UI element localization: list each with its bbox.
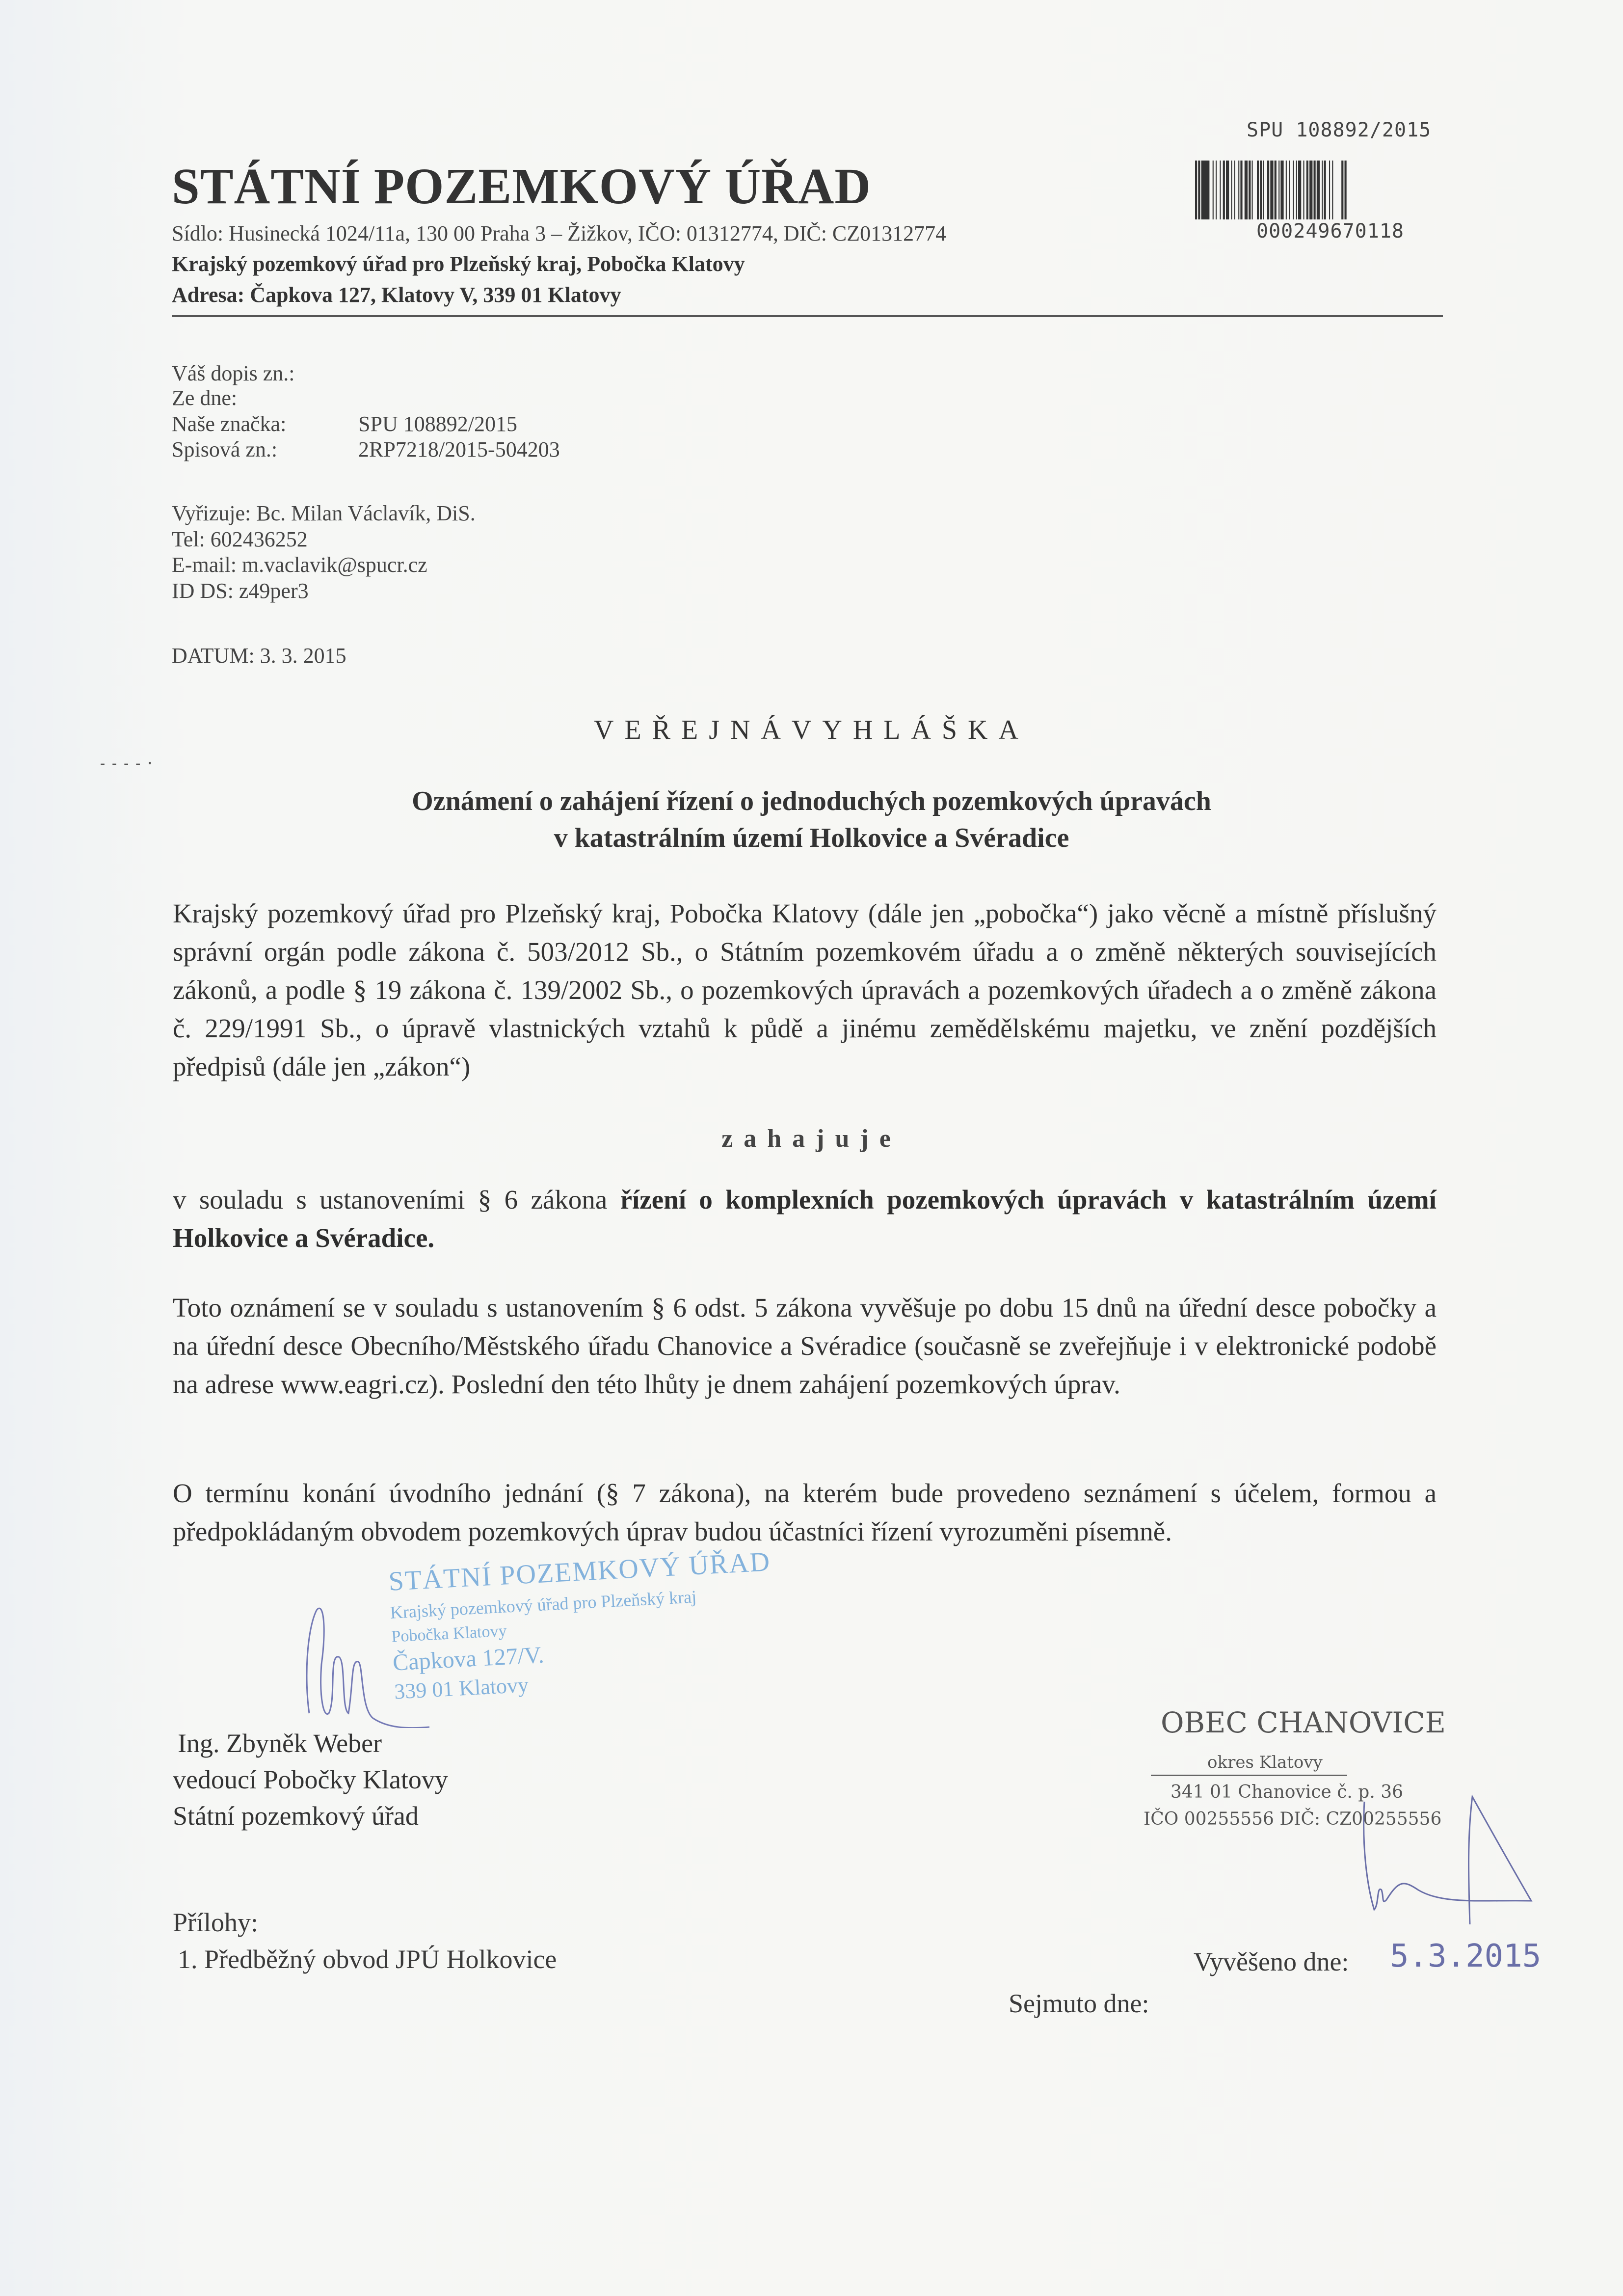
- our-ref-label: Naše značka:: [172, 412, 287, 436]
- paragraph-meeting: O termínu konání úvodního jednání (§ 7 zákona), na kterém bude provedeno seznámení s účelem, formou a předpokládaným obvodem pozemkových úprav budou účastníci řízení vyrozuměni písemně.: [173, 1478, 1437, 1546]
- data-box-id: ID DS: z49per3: [172, 579, 309, 603]
- municipal-stamp-name: OBEC CHANOVICE: [1161, 1706, 1446, 1739]
- stamp-line-5: 339 01 Klatovy: [394, 1673, 530, 1704]
- paragraph-proceeding-bold: řízení o komplexních pozemkových úpravách v katastrálním území Holkovice a Svéradice.: [173, 1185, 1437, 1253]
- contact-phone: Tel: 602436252: [172, 527, 308, 551]
- barcode-bar: [1345, 161, 1347, 219]
- subject-line-2: v katastrálním území Holkovice a Svéradice: [554, 823, 1069, 853]
- barcode-bar: [1213, 161, 1214, 219]
- barcode-bar: [1240, 161, 1242, 219]
- barcode-bar: [1252, 161, 1253, 219]
- verb-initiates: zahajuje: [721, 1125, 902, 1153]
- barcode-bar: [1198, 161, 1200, 219]
- barcode-bar: [1309, 161, 1312, 219]
- barcode-bar: [1231, 161, 1232, 219]
- barcode-bar: [1220, 161, 1221, 219]
- barcode-bar: [1341, 161, 1343, 219]
- barcode-bar: [1267, 161, 1269, 219]
- barcode-bar: [1238, 161, 1239, 219]
- file-reference: [172, 437, 560, 462]
- file-ref-value: 2RP7218/2015-504203: [358, 437, 560, 461]
- barcode-bar: [1249, 161, 1251, 219]
- document-date: DATUM: 3. 3. 2015: [172, 644, 346, 668]
- organization-seat: Sídlo: Husinecká 1024/11a, 130 00 Praha 3 – Žižkov, IČO: 01312774, DIČ: CZ01312774: [172, 221, 947, 245]
- barcode-bar: [1314, 161, 1316, 219]
- barcode-icon: [1195, 161, 1490, 219]
- posted-label: Vyvěšeno dne:: [1194, 1947, 1349, 1976]
- municipal-stamp-address: 341 01 Chanovice č. p. 36: [1171, 1782, 1404, 1802]
- barcode-bar: [1270, 161, 1273, 219]
- barcode-bar: [1234, 161, 1235, 219]
- barcode-bar: [1257, 161, 1259, 219]
- organization-title: STÁTNÍ POZEMKOVÝ ÚŘAD: [172, 158, 871, 215]
- barcode-reference: SPU 108892/2015: [1247, 119, 1432, 141]
- attachments-label: Přílohy:: [173, 1908, 259, 1937]
- your-letter-ref: [172, 361, 295, 386]
- signatory-role: vedoucí Pobočky Klatovy: [173, 1765, 448, 1794]
- signature-icon: [290, 1600, 437, 1728]
- municipal-signature-icon: [1355, 1787, 1541, 1924]
- barcode-bar: [1278, 161, 1279, 219]
- barcode-bar: [1306, 161, 1308, 219]
- fold-mark: ----·: [98, 755, 158, 772]
- contact-email: E-mail: m.vaclavik@spucr.cz: [172, 553, 427, 577]
- document-type-heading: VEŘEJNÁVYHLÁŠKA: [594, 715, 1029, 745]
- barcode-bar: [1226, 161, 1229, 219]
- signatory-office: Státní pozemkový úřad: [173, 1801, 419, 1831]
- barcode-bar: [1275, 161, 1277, 219]
- barcode-bar: [1223, 161, 1225, 219]
- branch-name: Krajský pozemkový úřad pro Plzeňský kraj, Pobočka Klatovy: [172, 252, 745, 276]
- removed-label: Sejmuto dne:: [1009, 1989, 1149, 2018]
- stamp-line-3: Pobočka Klatovy: [391, 1621, 507, 1646]
- barcode-bar: [1293, 161, 1294, 219]
- date-from: [172, 385, 237, 410]
- our-ref-value: SPU 108892/2015: [358, 412, 517, 436]
- barcode-bar: [1322, 161, 1323, 219]
- barcode-bar: [1216, 161, 1217, 219]
- barcode-bar: [1289, 161, 1290, 219]
- barcode-bar: [1332, 161, 1333, 219]
- paragraph-authority: Krajský pozemkový úřad pro Plzeňský kraj, Pobočka Klatovy (dále jen „pobočka“) jako věcně a místně příslušný správní orgán podle zákona č. 503/2012 Sb., o Státním pozemkovém úřadu a o změně některých souvisejících zákonů, a podle § 19 zákona č. 139/2002 Sb., o pozemkových úpravách a pozemkových úřadech a o změně zákona č. 229/1991 Sb., o úpravě vlastnických vztahů k půdě a jinému zemědělskému majetku, ve znění pozdějších předpisů (dále jen „zákon“): [173, 898, 1437, 1081]
- barcode-bar: [1195, 161, 1197, 219]
- your-letter-label: Váš dopis zn.:: [172, 361, 295, 385]
- barcode-bar: [1317, 161, 1320, 219]
- paragraph-posting: Toto oznámení se v souladu s ustanovením § 6 odst. 5 zákona vyvěšuje po dobu 15 dnů na úřední desce pobočky a na úřední desce Obecního/Městského úřadu Chanovice a Svéradice (současně se zveřejňuje i v elektronické podobě na adrese www.eagri.cz). Poslední den této lhůty je dnem zahájení pozemkových úprav.: [173, 1293, 1437, 1399]
- paragraph-proceeding-plain: v souladu s ustanoveními § 6 zákona: [173, 1185, 620, 1215]
- subject-line-1: Oznámení o zahájení řízení o jednoduchých pozemkových úpravách: [412, 786, 1211, 816]
- municipal-stamp-rule: [1151, 1775, 1347, 1776]
- header-divider: [172, 315, 1443, 317]
- barcode-number: 000249670118: [1256, 220, 1404, 243]
- office-stamp: [388, 1546, 777, 1704]
- municipal-stamp-ids: IČO 00255556 DIČ: CZ00255556: [1144, 1809, 1442, 1829]
- barcode-bar: [1296, 161, 1297, 219]
- attachment-item: 1. Předběžný obvod JPÚ Holkovice: [178, 1945, 557, 1974]
- barcode-bar: [1280, 161, 1283, 219]
- paragraph-proceeding: [173, 1181, 1437, 1257]
- handled-by: Vyřizuje: Bc. Milan Václavík, DiS.: [172, 501, 476, 525]
- stamp-line-4: Čapkova 127/V.: [392, 1642, 545, 1676]
- barcode-bar: [1245, 161, 1248, 219]
- signatory-name: Ing. Zbyněk Weber: [178, 1729, 382, 1758]
- barcode-bar: [1260, 161, 1262, 219]
- barcode-bar: [1263, 161, 1264, 219]
- barcode-bar: [1329, 161, 1330, 219]
- stamp-line-2: Krajský pozemkový úřad pro Plzeňský kraj: [389, 1587, 697, 1622]
- barcode-bar: [1286, 161, 1287, 219]
- our-reference: [172, 411, 517, 436]
- barcode-bar: [1201, 161, 1210, 219]
- barcode-bar: [1324, 161, 1326, 219]
- branch-address: Adresa: Čapkova 127, Klatovy V, 339 01 Klatovy: [172, 283, 621, 307]
- file-ref-label: Spisová zn.:: [172, 437, 278, 461]
- stamp-line-1: STÁTNÍ POZEMKOVÝ ÚŘAD: [388, 1546, 772, 1597]
- barcode-bar: [1298, 161, 1301, 219]
- municipal-stamp-district: okres Klatovy: [1207, 1753, 1323, 1772]
- posted-date-handwritten: 5.3.2015: [1390, 1938, 1542, 1974]
- date-from-label: Ze dne:: [172, 386, 238, 410]
